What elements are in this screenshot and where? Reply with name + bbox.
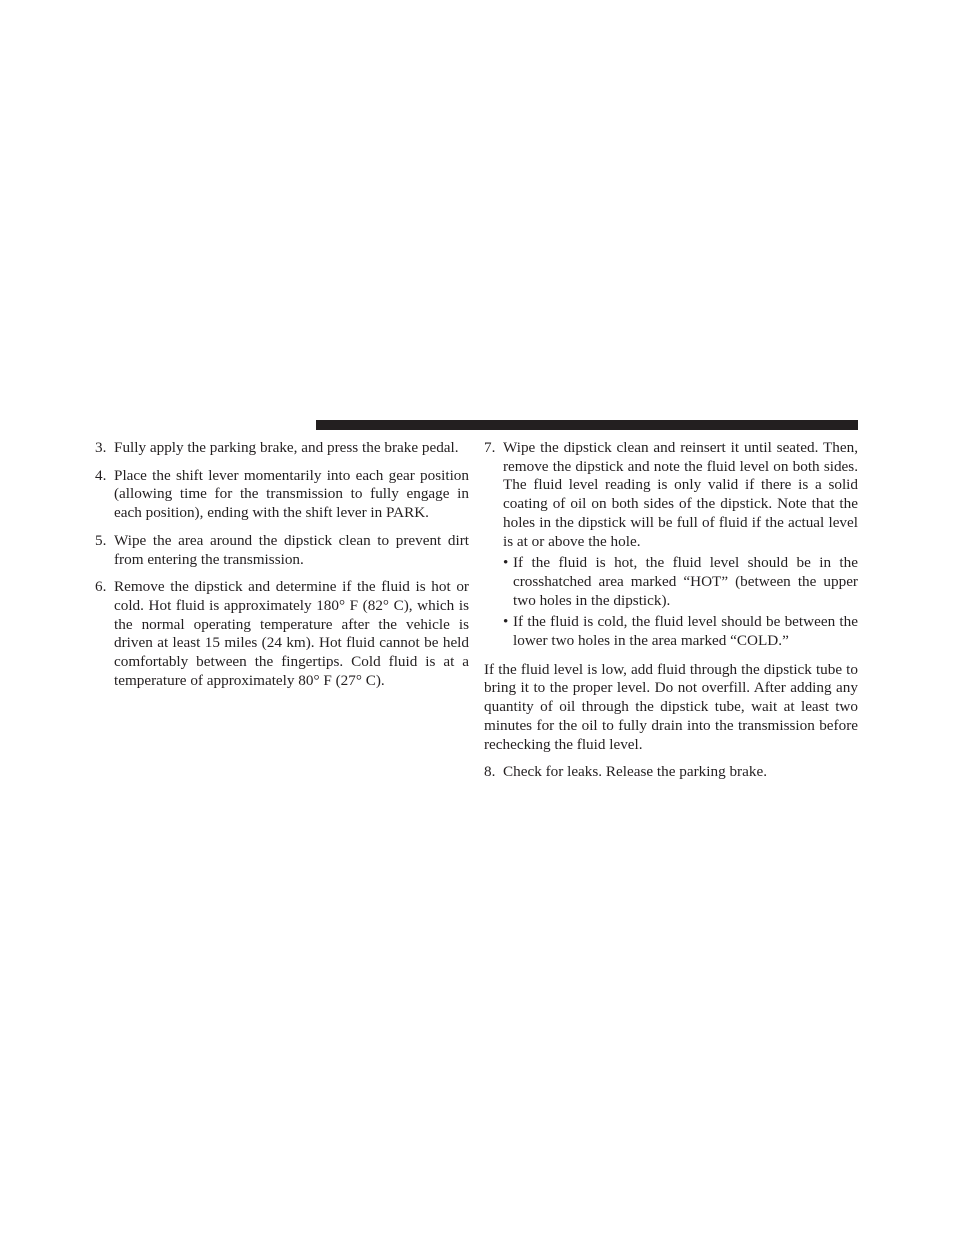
step-5	[95, 532, 469, 569]
step-7	[484, 439, 858, 551]
step-3	[95, 439, 469, 458]
low-fluid-paragraph: If the fluid level is low, add fluid through the dipstick tube to bring it to the proper level. Do not overfill. After adding any quantity of oil through the dipstick tube, wait at least two minutes for the oil to fully drain into the transmission before rechecking the fluid level.	[484, 660, 858, 753]
step-text: Check for leaks. Release the parking brake.	[503, 763, 767, 781]
step-text: Place the shift lever momentarily into each gear position (allowing time for the transmission to fully engage in each position), ending with the shift lever in PARK.	[114, 466, 469, 522]
step-6	[95, 578, 469, 690]
step-number: 7.	[484, 439, 496, 456]
step-text: Wipe the area around the dipstick clean to prevent dirt from entering the transmission.	[114, 531, 469, 568]
step-number: 8.	[484, 763, 496, 781]
right-column	[484, 439, 858, 791]
step-number: 3.	[95, 439, 107, 456]
step-number: 4.	[95, 466, 107, 484]
step-number: 6.	[95, 578, 107, 596]
left-column	[95, 439, 469, 699]
section-header-bar	[316, 420, 858, 430]
step-text: Remove the dipstick and determine if the fluid is hot or cold. Hot fluid is approximately 180° F (82° C), which is the normal operating temperature after the vehicle is driven at least 15 miles (24 km). Hot fluid cannot be held comfortably between the fingertips. Cold fluid is at a temperature of approximately 80° F (27° C).	[114, 578, 469, 689]
bullet-text: If the fluid is cold, the fluid level should be between the lower two holes in the area marked “COLD.”	[513, 613, 858, 650]
bullet-text: If the fluid is hot, the fluid level should be in the crosshatched area marked “HOT” (between the upper two holes in the dipstick).	[513, 554, 858, 609]
bullet-list	[503, 554, 858, 651]
step-text: Fully apply the parking brake, and press the brake pedal.	[114, 439, 459, 456]
step-4	[95, 467, 469, 523]
bullet-dot-icon: •	[503, 613, 509, 631]
step-text: Wipe the dipstick clean and reinsert it until seated. Then, remove the dipstick and note the fluid level on both sides. The fluid level reading is only valid if there is a solid coating of oil on both sides of the dipstick. Note that the holes in the dipstick will be full of fluid if the actual level is at or above the hole.	[503, 439, 858, 550]
bullet-dot-icon: •	[503, 554, 509, 572]
step-8	[484, 763, 858, 782]
step-number: 5.	[95, 531, 107, 549]
bullet-hot	[503, 554, 858, 610]
bullet-cold	[503, 613, 858, 650]
